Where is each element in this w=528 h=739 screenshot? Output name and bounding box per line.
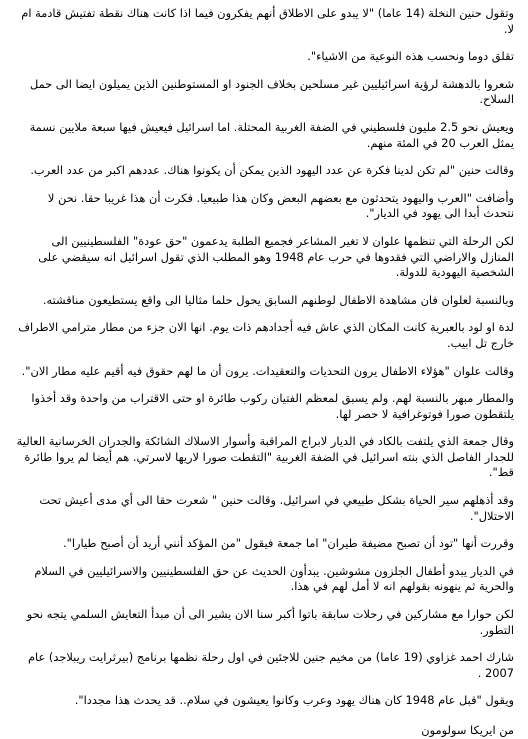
paragraph-3: شعروا بالدهشة لرؤية اسرائيليين غير مسلحين بخلاف الجنود او المستوطنين الذين يميلون ايضا الى حمل السلاح. — [29, 76, 514, 107]
paragraph-13: وقد أذهلهم سير الحياة بشكل طبيعي في اسرائيل. وقالت حنين " شعرت حقا الى أي مدى أعيش تحت الاحتلال". — [39, 493, 514, 523]
paragraph-5: وقالت حنين "لم تكن لدينا فكرة عن عدد اليهود الذين يمكن أن يكونوا هناك. عددهم اكبر من عدد العرب. — [30, 163, 514, 178]
author-byline: من ايريكا سولومون — [421, 723, 514, 737]
paragraph-12: وقال جمعة الذي يلتفت بالكاد في الديار لابراج المراقبة وأسوار الاسلاك الشائكة والجدران الخرسانية العالية للجدار الفاصل الذي بنته اسرائيل في الضفة الغربية "التقطت صورا لاريها لاسرتي. هم أيضا لم يروا طائرة قط". — [16, 434, 514, 480]
paragraph-18: ويقول "قبل عام 1948 كان هناك يهود وعرب وكانوا يعيشون في سلام.. قد يحدث هذا مجددا". — [74, 693, 514, 708]
paragraph-15: في الديار يبدو أطفال الجلزون مشوشين. يبدأون الحديث عن حق الفلسطينيين والاسرائيليين في السلام والحرية ثم ينهونه بقولهم انه لا أمل لهم في هذا. — [34, 563, 514, 594]
paragraph-14: وقررت أنها "تود أن تصبح مضيفة طيران" اما جمعة فيقول "من المؤكد أنني أريد أن أصبح طيارا". — [62, 536, 514, 551]
paragraph-16: لكن حوارا مع مشاركين في رحلات سابقة باتوا أكبر سنا الان يشير الى أن مبدأ التعايش السلمي يتجه نحو التطور. — [26, 607, 514, 637]
paragraph-6: وأضافت "العرب واليهود يتحدثون مع بعضهم البعض وكان هذا طبيعيا. فكرت أن هذا غريبا حقا. نحن لا نتحدث أبدا الى يهود في الديار". — [47, 190, 514, 221]
paragraph-8: وبالنسبة لعلوان فان مشاهدة الاطفال لوطنهم السابق يحول حلما مثاليا الى واقع يستطيعون مناقشته. — [42, 292, 514, 307]
paragraph-9: لدة او لود بالعبرية كانت المكان الذي عاش فيه أجدادهم ذات يوم. انها الان جزء من مطار مترامي الاطراف خارج تل ابيب. — [18, 320, 514, 350]
paragraph-10: وقالت علوان "هؤلاء الاطفال يرون التحديات والتعقيدات. يرون أن ما لهم حقوق فيه أقيم عليه مطار الان". — [21, 363, 514, 378]
paragraph-11: والمطار مبهر بالنسبة لهم. ولم يسبق لمعظم الفتيان ركوب طائرة او حتى الاقتراب من واحدة وقد أخذوا يلتقطون صورا فوتوغرافية لا حصر لها. — [31, 391, 514, 421]
paragraph-17: شارك احمد غزاوي (19 عاما) من مخيم جنين للاجئين في اول رحلة نظمها برنامج (بيرثرايت ريبلاجد) عام 2007 . — [27, 650, 514, 680]
paragraph-1: وتقول حنين النخلة (14 عاما) "لا يبدو على الاطلاق أنهم يفكرون فيما اذا كانت هناك نقطة تفتيش قادمة ام لا. — [21, 6, 514, 36]
paragraph-7: لكن الرحلة التي تنظمها علوان لا تغير المشاعر فجميع الطلبة يدعمون "حق عودة" الفلسطينيين الى المنازل والاراضي التي فقدوها في حرب عام 1948 وهو المطلب الذي تقول اسرائيل انه سيقضي على الشخصية اليهودية للدولة. — [38, 233, 514, 280]
paragraph-2: تقلق دوما ونحسب هذه النوعية من الاشياء". — [307, 49, 514, 64]
paragraph-4: ويعيش نحو 2.5 مليون فلسطيني في الضفة الغربية المحتلة. اما اسرائيل فيعيش فيها سبعة ملايين نسمة يمثل العرب 20 في المئة منهم. — [29, 119, 514, 150]
